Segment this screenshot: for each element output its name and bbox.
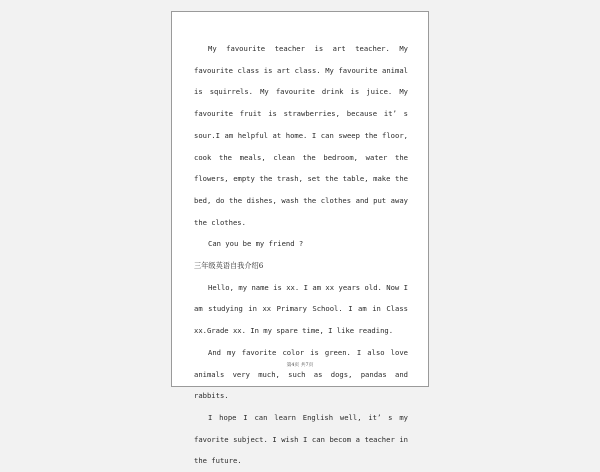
paragraph-introduction: Hello, my name is xx. I am xx years old. Now I am studying in xx Primary School. I am in Class xx.Grade xx. In my spare time, I like reading. <box>194 282 408 336</box>
section-heading: 三年级英语自我介绍6 <box>194 261 264 271</box>
paragraph-hope: I hope I can learn English well, it’ s my favorite subject. I wish I can becom a teacher in the future. <box>194 412 408 466</box>
paragraph-color-animals: And my favorite color is green. I also love animals very much, such as dogs, pandas and rabbits. <box>194 347 408 401</box>
document-page <box>171 11 429 466</box>
document-body <box>194 38 408 472</box>
paragraph-favourites: My favourite teacher is art teacher. My favourite class is art class. My favourite animal is squirrels. My favourite drink is juice. My favourite fruit is strawberries, because it’ s sour.I am helpful at home. I can sweep the floor, cook the meals, clean the bedroom, water the flowers, empty the trash, set the table, make the bed, do the dishes, wash the clothes and put away the clothes. <box>194 44 408 227</box>
page-number-footer: 第4页 共7页 <box>286 363 314 368</box>
paragraph-friend-question: Can you be my friend ? <box>208 239 304 249</box>
